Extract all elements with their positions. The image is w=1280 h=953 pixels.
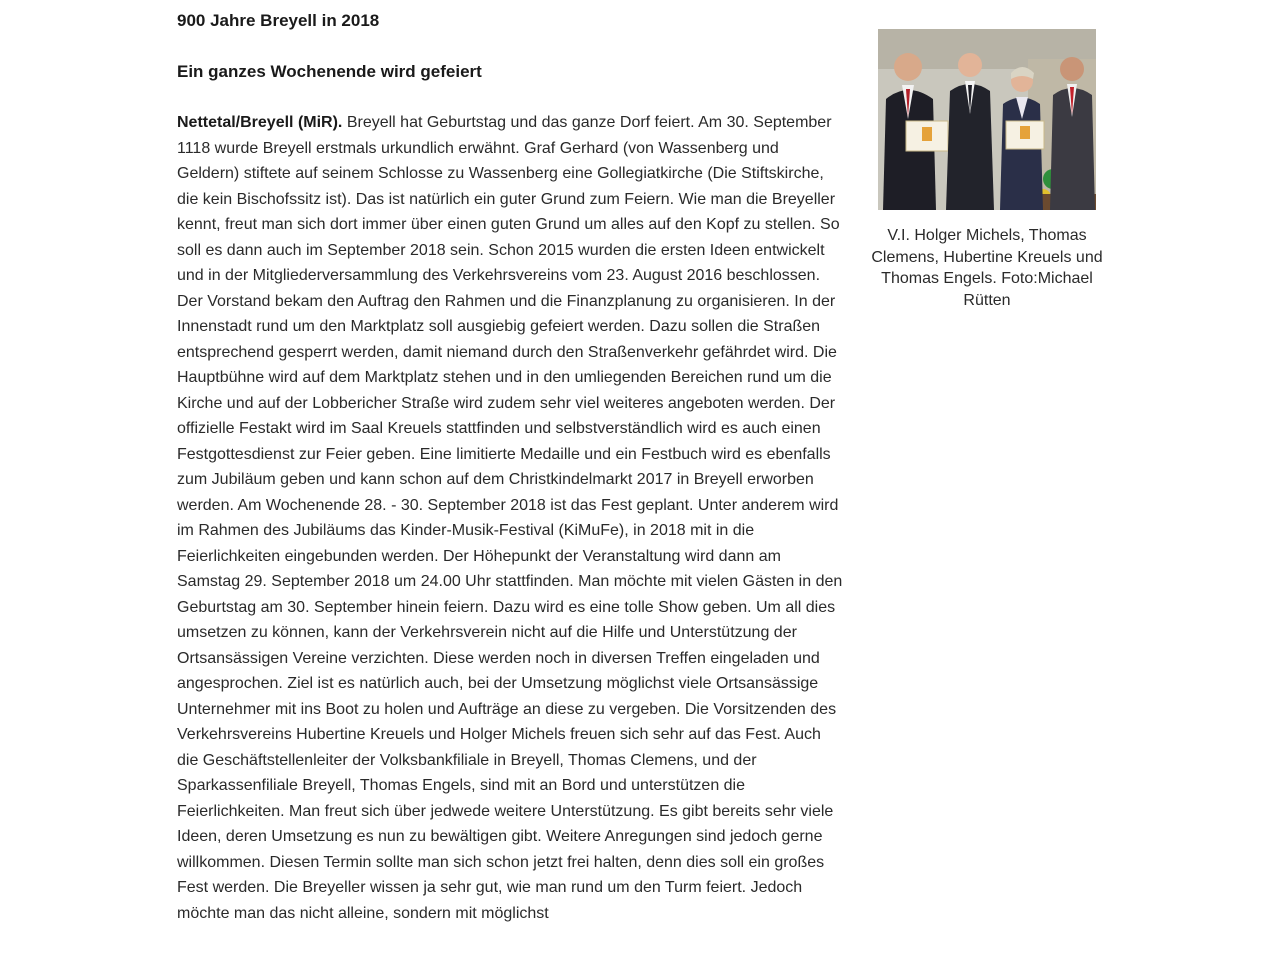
article-body (177, 110, 845, 926)
article-title: 900 Jahre Breyell in 2018 (177, 11, 380, 30)
article-subtitle: Ein ganzes Wochenende wird gefeiert (177, 62, 482, 81)
article-body-text: Breyell hat Geburtstag und das ganze Dorf feiert. Am 30. September 1118 wurde Breyell erstmals urkundlich erwähnt. Graf Gerhard (von Wassenberg und Geldern) stiftete auf seinem Schlosse zu Wassenberg eine Gollegiatkirche (Die Stiftskirche, die kein Bischofssitz ist). Das ist natürlich ein guter Grund zum Feiern. Wie man die Breyeller kennt, freut man sich dort immer über einen guten Grund um alles auf den Kopf zu stellen. So soll es dann auch im September 2018 sein. Schon 2015 wurden die ersten Ideen entwickelt und in der Mitgliederversammlung des Verkehrsvereins vom 23. August 2016 beschlossen. Der Vorstand bekam den Auftrag den Rahmen und die Finanzplanung zu organisieren. In der Innenstadt rund um den Marktplatz soll ausgiebig gefeiert werden. Dazu sollen die Straßen entsprechend gesperrt werden, damit niemand durch den Straßenverkehr gefährdet wird. Die Hauptbühne wird auf dem Marktplatz stehen und in den umliegenden Bereichen rund um die Kirche und auf der Lobbericher Straße wird zudem sehr viel weiteres angeboten werden. Der offizielle Festakt wird im Saal Kreuels stattfinden und selbstverständlich wird es auch einen Festgottesdienst zur Feier geben. Eine limitierte Medaille und ein Festbuch wird es ebenfalls zum Jubiläum geben und kann schon auf dem Christkindelmarkt 2017 in Breyell erworben werden. Am Wochenende 28. - 30. September 2018 ist das Fest geplant. Unter anderem wird im Rahmen des Jubiläums das Kinder-Musik-Festival (KiMuFe), in 2018 mit in die Feierlichkeiten eingebunden werden. Der Höhepunkt der Veranstaltung wird dann am Samstag 29. September 2018 um 24.00 Uhr stattfinden. Man möchte mit vielen Gästen in den Geburtstag am 30. September hinein feiern. Dazu wird es eine tolle Show geben. Um all dies umsetzen zu können, kann der Verkehrsverein nicht auf die Hilfe und Unterstützung der Ortsansässigen Vereine verzichten. Diese werden noch in diversen Treffen eingeladen und angesprochen. Ziel ist es natürlich auch, bei der Umsetzung möglichst viele Ortsansässige Unternehmer mit ins Boot zu holen und Aufträge an diese zu vergeben. Die Vorsitzenden des Verkehrsvereins Hubertine Kreuels und Holger Michels freuen sich sehr auf das Fest. Auch die Geschäftstellenleiter der Volksbankfiliale in Breyell, Thomas Clemens, und der Sparkassenfiliale Breyell, Thomas Engels, sind mit an Bord und unterstützen die Feierlichkeiten. Man freut sich über jedwede weitere Unterstützung. Es gibt bereits sehr viele Ideen, deren Umsetzung es nun zu bewältigen gibt. Weitere Anregungen sind jedoch gerne willkommen. Diesen Termin sollte man sich schon jetzt frei halten, denn dies soll ein großes Fest werden. Die Breyeller wissen ja sehr gut, wie man rund um den Turm feiert. Jedoch möchte man das nicht alleine, sondern mit möglichst (177, 114, 843, 922)
group-photo (878, 29, 1096, 210)
article-dateline: Nettetal/Breyell (MiR). (177, 114, 343, 131)
photo-caption: V.I. Holger Michels, Thomas Clemens, Hubertine Kreuels und Thomas Engels. Foto:Michael Rütten (871, 227, 1103, 309)
photo-block (871, 29, 1103, 311)
